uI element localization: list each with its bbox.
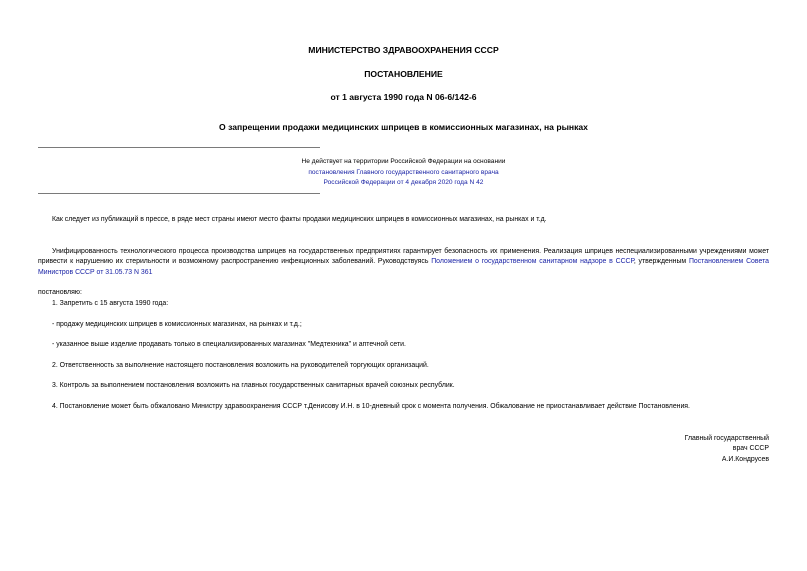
ministry-heading: МИНИСТЕРСТВО ЗДРАВООХРАНЕНИЯ СССР <box>308 45 499 55</box>
item-2: 2. Ответственность за выполнение настоящего постановления возложить на руководителей торгующих организаций. <box>52 362 429 369</box>
justification-text: Унифицированность технологического процесса производства шприцев на государственных предприятиях гарантирует безопасность их применения. Реализация шприцев неспециализированными учреждениями может привести к нарушению их стерильности и возможному распространению инфекционных заболеваний. Руководствуясь <box>38 248 769 266</box>
date-number: от 1 августа 1990 года N 06-6/142-6 <box>330 92 477 102</box>
divider-bottom <box>38 193 320 194</box>
doc-type-heading: ПОСТАНОВЛЕНИЕ <box>364 69 443 79</box>
document-title: О запрещении продажи медицинских шприцев в комиссионных магазинах, на рынках <box>219 122 588 132</box>
item-3: 3. Контроль за выполнением постановления возложить на главных государственных санитарных врачей союзных республик. <box>52 382 455 389</box>
signature-position: врач СССР <box>732 445 769 453</box>
item-1a: - продажу медицинских шприцев в комиссионных магазинах, на рынках и т.д.; <box>52 321 302 328</box>
status-note <box>0 157 807 189</box>
item-1: 1. Запретить с 15 августа 1990 года: <box>52 300 169 307</box>
signature-name: А.И.Кондрусев <box>721 455 769 463</box>
signature-block <box>685 434 769 465</box>
regulation-link[interactable]: Положением о государственном санитарном надзоре в СССР <box>431 258 634 266</box>
status-note-link[interactable]: постановления Главного государственного санитарного врача <box>308 168 499 176</box>
justification-text-mid: , утвержденным <box>633 258 689 266</box>
divider-top <box>38 147 320 148</box>
item-4: 4. Постановление может быть обжаловано Министру здравоохранения СССР т.Денисову И.Н. в 10-дневный срок с момента получения. Обжалование не приостанавливает действие Постановления. <box>52 403 690 410</box>
justification-paragraph <box>38 247 769 278</box>
council-resolution-link[interactable]: Постановлением Совета Министров СССР от 31.05.73 N 361 <box>38 258 769 276</box>
status-note-link-cont[interactable]: Российской Федерации от 4 декабря 2020 года N 42 <box>323 179 484 186</box>
status-note-text: Не действует на территории Российской Федерации на основании <box>301 158 506 165</box>
item-1b: - указанное выше изделие продавать только в специализированных магазинах "Медтехника" и аптечной сети. <box>52 341 406 348</box>
resolves-label: постановляю: <box>38 289 82 296</box>
intro-paragraph: Как следует из публикаций в прессе, в ряде мест страны имеют место факты продажи медицинских шприцев в комиссионных магазинах, на рынках и т.д. <box>52 216 547 223</box>
signature-title: Главный государственный <box>684 435 769 442</box>
